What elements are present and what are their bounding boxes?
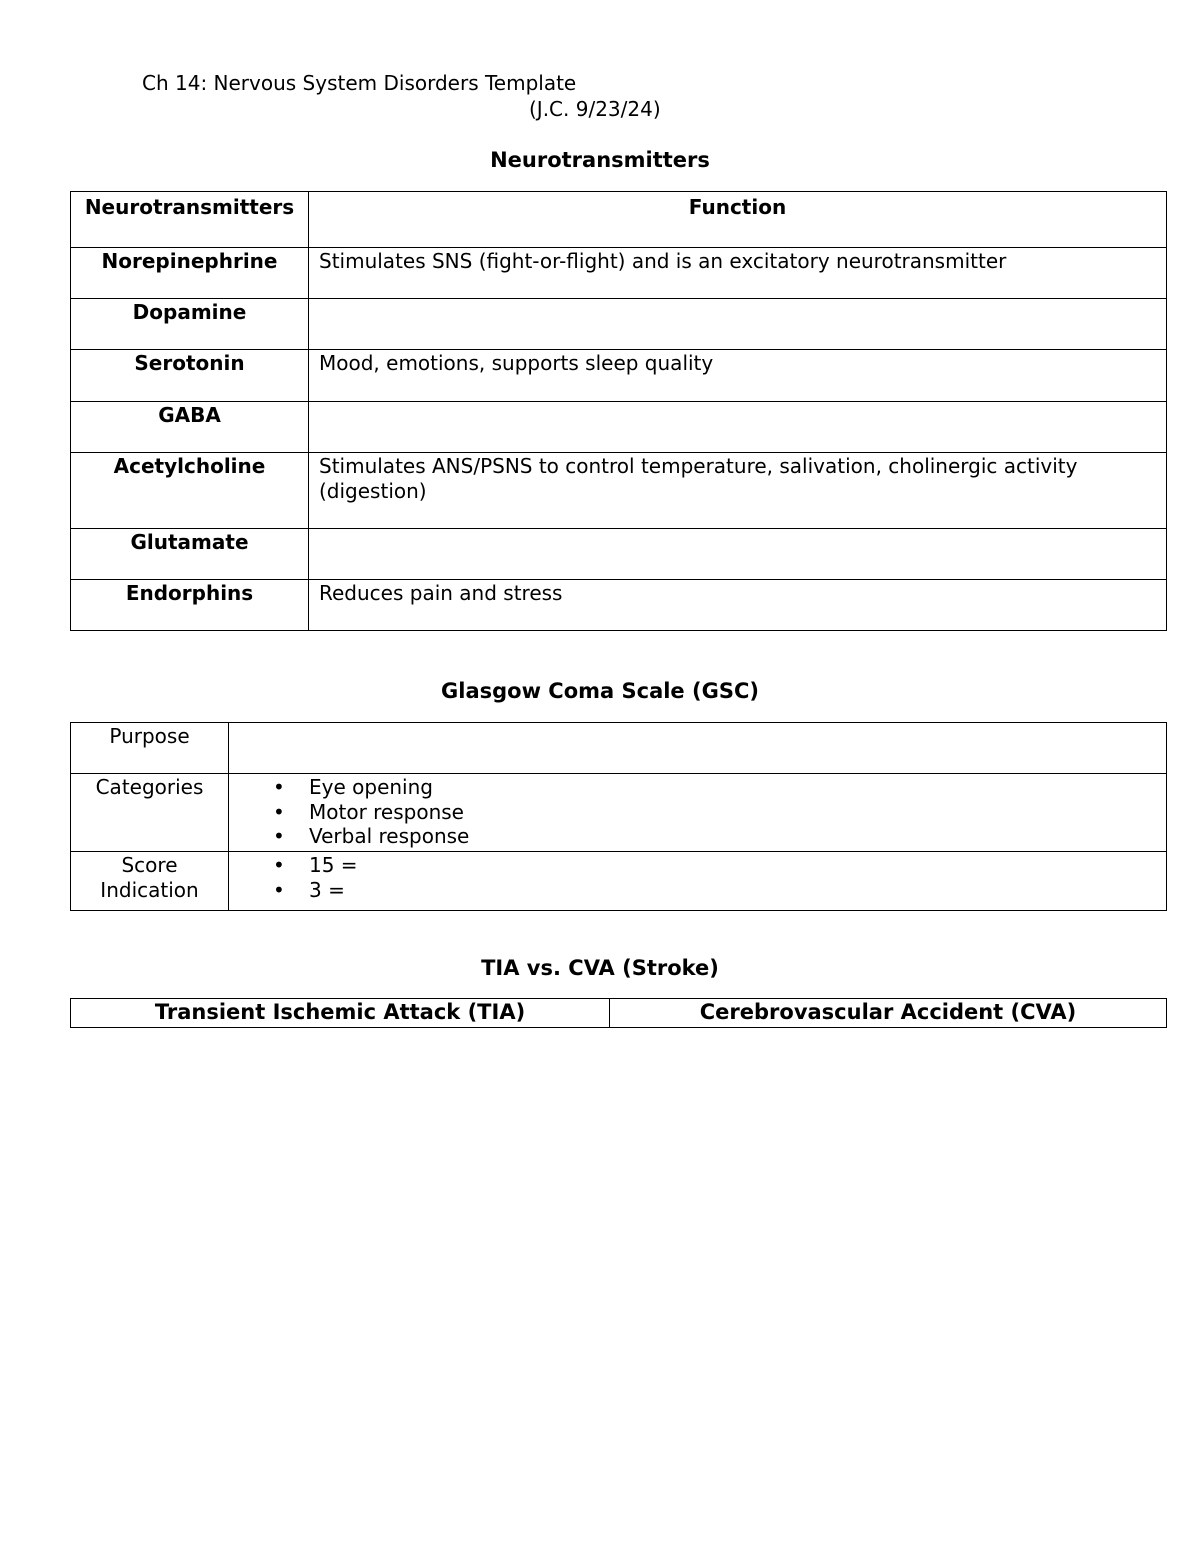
table-row xyxy=(71,248,1167,299)
categories-list xyxy=(229,775,1166,849)
table-row xyxy=(71,852,1167,911)
bullet-icon: • xyxy=(273,824,285,848)
neurotransmitter-function: Stimulates SNS (fight-or-flight) and is an excitatory neurotransmitter xyxy=(309,248,1167,299)
document-title: Ch 14: Nervous System Disorders Template xyxy=(142,71,577,95)
neurotransmitter-function: Mood, emotions, supports sleep quality xyxy=(309,350,1167,402)
bullet-icon: • xyxy=(273,775,285,799)
list-item-text: Eye opening xyxy=(309,775,433,799)
table-row xyxy=(71,350,1167,402)
list-item-text: Verbal response xyxy=(309,824,470,848)
gcs-table xyxy=(70,722,1167,911)
gcs-row-label: Categories xyxy=(71,774,229,852)
neurotransmitter-name: GABA xyxy=(71,402,309,453)
neurotransmitter-name: Serotonin xyxy=(71,350,309,402)
table-header-row xyxy=(71,192,1167,248)
list-item xyxy=(229,853,1166,878)
table-row xyxy=(71,580,1167,631)
neurotransmitter-function: Stimulates ANS/PSNS to control temperature, salivation, cholinergic activity (digestion) xyxy=(309,453,1167,529)
gcs-row-label: Purpose xyxy=(71,723,229,774)
list-item xyxy=(229,878,1166,903)
gcs-row-value xyxy=(229,774,1167,852)
table-row xyxy=(71,723,1167,774)
bullet-icon: • xyxy=(273,877,285,902)
list-item xyxy=(229,800,1166,825)
neurotransmitter-function xyxy=(309,299,1167,350)
list-item-text: 3 = xyxy=(309,877,345,902)
table-row xyxy=(71,299,1167,350)
bullet-icon: • xyxy=(273,853,285,877)
gcs-row-label: Score Indication xyxy=(71,852,229,911)
table-row xyxy=(71,774,1167,852)
author-date: (J.C. 9/23/24) xyxy=(529,97,661,121)
neurotransmitter-name: Dopamine xyxy=(71,299,309,350)
column-header-neurotransmitters: Neurotransmitters xyxy=(71,192,309,248)
list-item xyxy=(229,824,1166,849)
bullet-icon: • xyxy=(273,799,285,824)
tia-cva-table xyxy=(70,998,1167,1028)
neurotransmitters-heading: Neurotransmitters xyxy=(490,148,710,172)
tia-cva-heading: TIA vs. CVA (Stroke) xyxy=(481,956,719,980)
list-item-text: 15 = xyxy=(309,853,358,877)
column-header-tia: Transient Ischemic Attack (TIA) xyxy=(71,999,610,1028)
neurotransmitters-table xyxy=(70,191,1167,631)
table-row xyxy=(71,453,1167,529)
column-header-cva: Cerebrovascular Accident (CVA) xyxy=(610,999,1167,1028)
table-row xyxy=(71,529,1167,580)
gcs-heading: Glasgow Coma Scale (GSC) xyxy=(441,679,759,703)
gcs-row-value xyxy=(229,852,1167,911)
neurotransmitter-name: Glutamate xyxy=(71,529,309,580)
neurotransmitter-name: Acetylcholine xyxy=(71,453,309,529)
neurotransmitter-name: Norepinephrine xyxy=(71,248,309,299)
neurotransmitter-function xyxy=(309,402,1167,453)
score-list xyxy=(229,853,1166,902)
table-row xyxy=(71,402,1167,453)
neurotransmitter-function xyxy=(309,529,1167,580)
table-header-row xyxy=(71,999,1167,1028)
list-item xyxy=(229,775,1166,800)
gcs-row-value xyxy=(229,723,1167,774)
column-header-function: Function xyxy=(309,192,1167,248)
neurotransmitter-name: Endorphins xyxy=(71,580,309,631)
list-item-text: Motor response xyxy=(309,799,464,824)
neurotransmitter-function: Reduces pain and stress xyxy=(309,580,1167,631)
